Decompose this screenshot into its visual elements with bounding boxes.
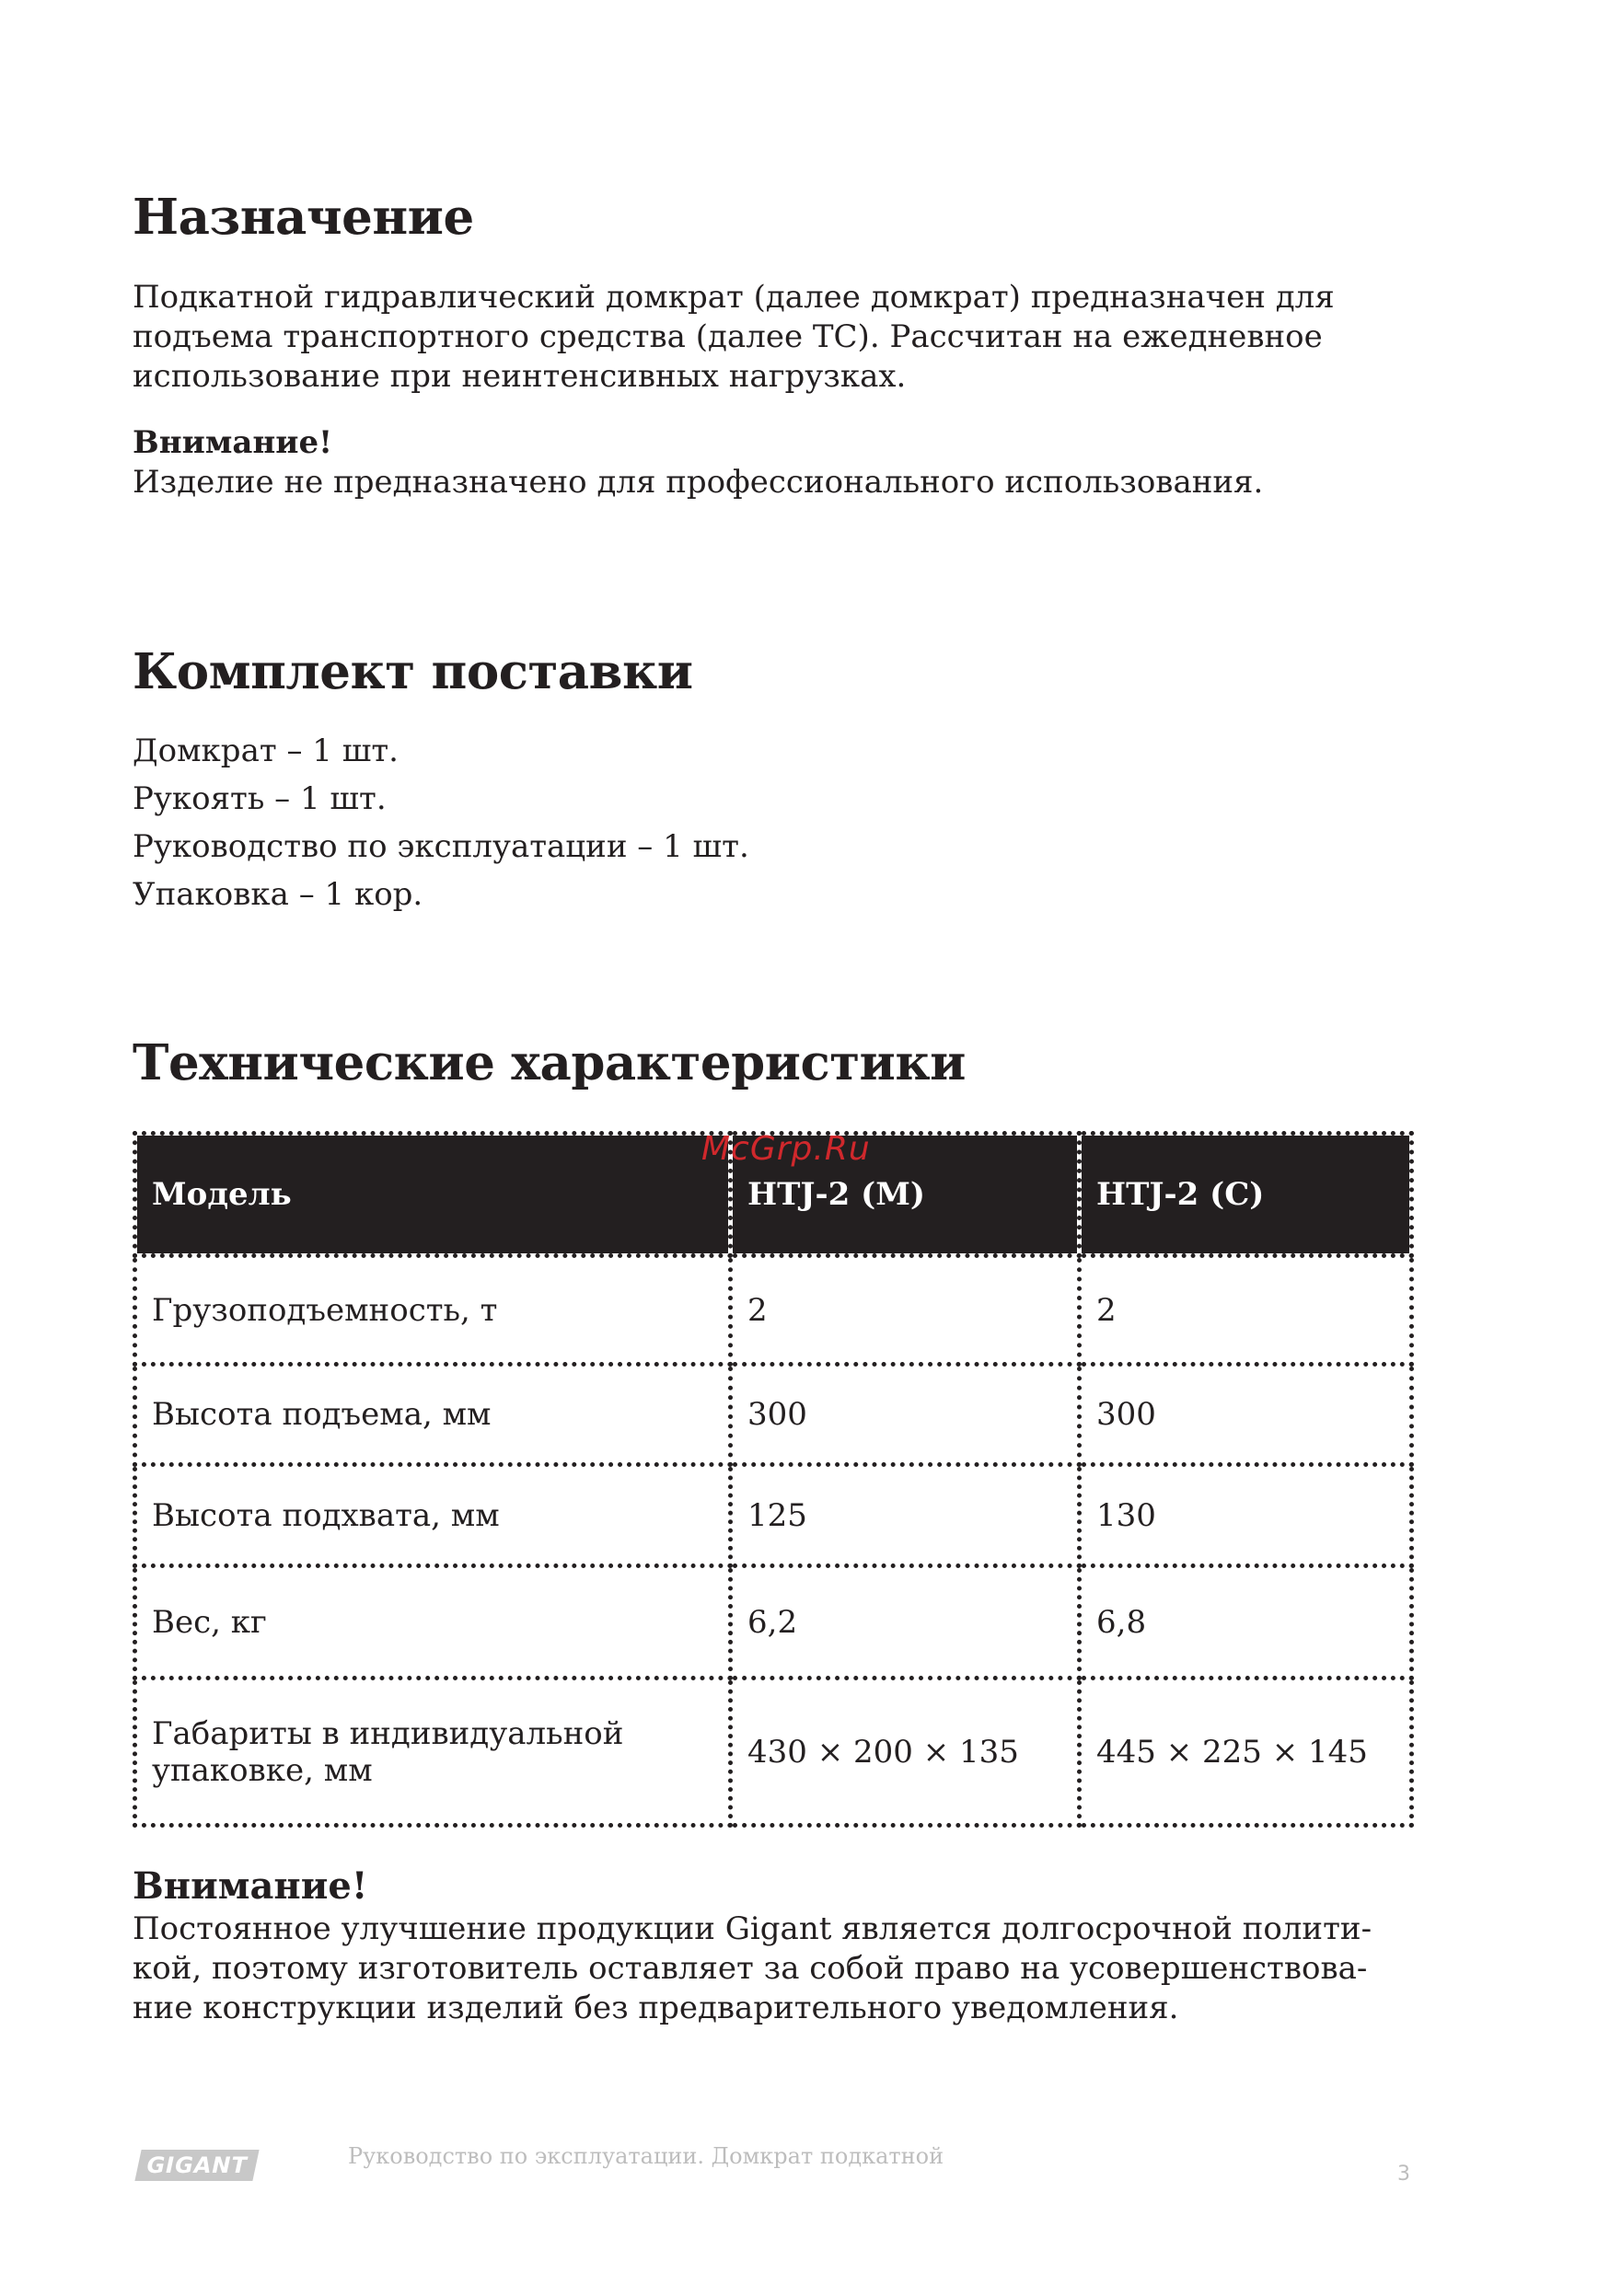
value-htj2c: 130 xyxy=(1080,1465,1412,1566)
value-htj2m: 2 xyxy=(731,1256,1080,1365)
kit-item: Рукоять – 1 шт. xyxy=(133,780,387,817)
value-htj2m: 430 × 200 × 135 xyxy=(731,1679,1080,1826)
row-label xyxy=(135,1679,731,1826)
table-row xyxy=(135,1256,1412,1365)
row-label-line: Габариты в индивидуальной xyxy=(152,1714,624,1752)
table-row xyxy=(135,1566,1412,1679)
warning-title: Внимание! xyxy=(133,424,333,461)
column-header-htj2m: HTJ-2 (M) xyxy=(731,1134,1080,1256)
table-row xyxy=(135,1465,1412,1566)
kit-list xyxy=(133,727,749,918)
value-htj2c: 445 × 225 × 145 xyxy=(1080,1679,1412,1826)
notice-line: Постоянное улучшение продукции Gigant является долгосрочной полити- xyxy=(133,1910,1372,1947)
notice-title: Внимание! xyxy=(133,1864,368,1908)
notice-block xyxy=(133,1863,1421,2028)
table-row xyxy=(135,1365,1412,1465)
row-label: Высота подъема, мм xyxy=(135,1365,731,1465)
purpose-line: подъема транспортного средства (далее ТС). Рассчитан на ежедневное xyxy=(133,318,1323,355)
kit-item: Руководство по эксплуатации – 1 шт. xyxy=(133,828,749,865)
value-htj2m: 125 xyxy=(731,1465,1080,1566)
purpose-heading: Назначение xyxy=(133,189,474,246)
notice-line: ние конструкции изделий без предварительного уведомления. xyxy=(133,1990,1179,2026)
purpose-line: Подкатной гидравлический домкрат (далее домкрат) предназначен для xyxy=(133,279,1335,316)
logo-text: GIGANT xyxy=(144,2152,250,2178)
purpose-paragraph xyxy=(133,278,1421,397)
footer-title: Руководство по эксплуатации. Домкрат подкатной xyxy=(348,2143,944,2169)
purpose-warning xyxy=(133,423,1421,502)
watermark: McGrp.Ru xyxy=(701,1130,871,1168)
specs-heading: Технические характеристики xyxy=(133,1034,966,1091)
warning-text: Изделие не предназначено для профессионального использования. xyxy=(133,464,1264,501)
value-htj2c: 2 xyxy=(1080,1256,1412,1365)
kit-item: Домкрат – 1 шт. xyxy=(133,733,399,769)
value-htj2c: 6,8 xyxy=(1080,1566,1412,1679)
value-htj2m: 6,2 xyxy=(731,1566,1080,1679)
kit-heading: Комплект поставки xyxy=(133,643,693,700)
row-label: Высота подхвата, мм xyxy=(135,1465,731,1566)
notice-line: кой, поэтому изготовитель оставляет за собой право на усовершенствова- xyxy=(133,1950,1368,1987)
column-header-model: Модель xyxy=(135,1134,731,1256)
specs-table xyxy=(133,1131,1414,1828)
row-label: Грузоподъемность, т xyxy=(135,1256,731,1365)
purpose-line: использование при неинтенсивных нагрузках. xyxy=(133,358,907,395)
value-htj2c: 300 xyxy=(1080,1365,1412,1465)
row-label-line: упаковке, мм xyxy=(152,1751,373,1789)
column-header-htj2c: HTJ-2 (C) xyxy=(1080,1134,1412,1256)
table-row xyxy=(135,1679,1412,1826)
kit-item: Упаковка – 1 кор. xyxy=(133,876,423,913)
page-number: 3 xyxy=(1397,2163,1410,2186)
row-label: Вес, кг xyxy=(135,1566,731,1679)
value-htj2m: 300 xyxy=(731,1365,1080,1465)
gigant-logo xyxy=(134,2150,259,2181)
